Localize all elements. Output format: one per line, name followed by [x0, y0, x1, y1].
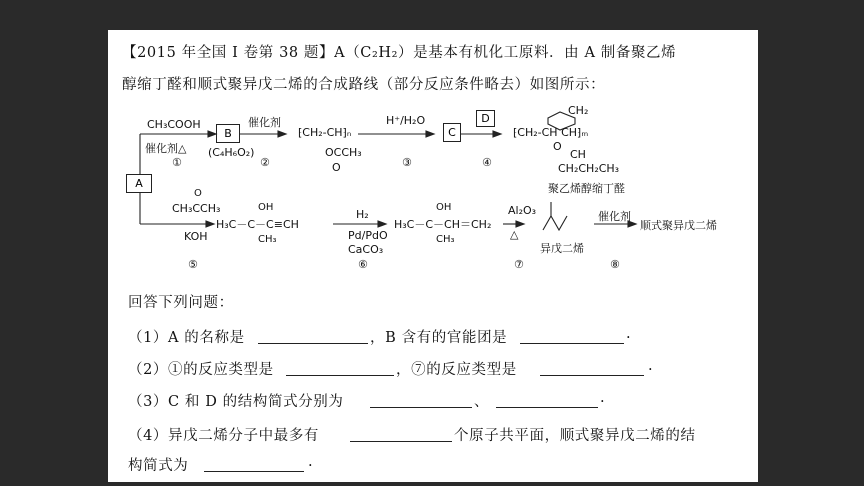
- r5-reagent: CH₃CCH₃: [172, 202, 221, 215]
- poly1-substituent: OCCH₃: [325, 146, 362, 159]
- pvb-tail: CH₂CH₂CH₃: [558, 162, 620, 175]
- box-compound-d: D: [476, 110, 495, 127]
- pvb-name: 聚乙烯醇缩丁醛: [548, 182, 625, 195]
- q1-blank-2[interactable]: [520, 343, 624, 344]
- alkene-ch3: CH₃: [436, 234, 455, 245]
- r3-reagent: H⁺/H₂O: [386, 114, 426, 127]
- scheme-lines: [108, 30, 758, 290]
- pvb-o: O: [553, 140, 562, 153]
- r2-number: ②: [260, 156, 270, 169]
- q2-end: .: [648, 358, 654, 374]
- r6-number: ⑥: [358, 258, 368, 271]
- q4-end: .: [308, 454, 314, 470]
- alkyne-formula: H₃C－C－C≡CH: [216, 218, 299, 231]
- r1-number: ①: [172, 156, 182, 169]
- q4-prefix: （4）异戊二烯分子中最多有: [128, 428, 320, 444]
- poly1-carbonyl-o: O: [332, 161, 341, 174]
- box-compound-b: B: [216, 124, 240, 143]
- q4-middle: 个原子共平面，顺式聚异戊二烯的结: [454, 428, 696, 444]
- r3-number: ③: [402, 156, 412, 169]
- questions-intro: 回答下列问题：: [128, 295, 234, 311]
- r7-reagent: Al₂O₃: [508, 204, 537, 217]
- q3-prefix: （3）C 和 D 的结构简式分别为: [128, 394, 344, 410]
- q4-blank-2[interactable]: [204, 471, 304, 472]
- r7-number: ⑦: [514, 258, 524, 271]
- r5-number: ⑤: [188, 258, 198, 271]
- alkyne-ch3: CH₃: [258, 234, 277, 245]
- q2-blank-2[interactable]: [540, 375, 644, 376]
- q1-blank-1[interactable]: [258, 343, 368, 344]
- q2-prefix: （2）①的反应类型是: [128, 362, 274, 378]
- final-product: 顺式聚异戊二烯: [640, 219, 717, 232]
- pvb-chain: ⁅CH₂-CH CH⁆ₘ: [513, 126, 589, 139]
- b-formula: (C₄H₆O₂): [208, 146, 255, 159]
- r1-reagent: CH₃COOH: [147, 118, 201, 131]
- problem-title-line2: 醇缩丁醛和顺式聚异戊二烯的合成路线（部分反应条件略去）如图所示：: [122, 77, 606, 93]
- r7-condition: △: [510, 228, 519, 241]
- r4-number: ④: [482, 156, 492, 169]
- pvb-ch2: CH₂: [568, 104, 589, 117]
- q1-middle: ，B 含有的官能团是: [370, 330, 508, 346]
- q1-prefix: （1）A 的名称是: [128, 330, 245, 346]
- r5-condition: KOH: [184, 230, 208, 243]
- alkene-oh: OH: [436, 202, 452, 213]
- r6-condition-2: CaCO₃: [348, 243, 384, 256]
- alkyne-oh: OH: [258, 202, 274, 213]
- r6-condition-1: Pd/PdO: [348, 229, 388, 242]
- q3-blank-2[interactable]: [496, 407, 598, 408]
- problem-title-line1: 【2015 年全国 I 卷第 38 题】A（C₂H₂）是基本有机化工原料．由 A 制备聚乙烯: [122, 45, 677, 61]
- q3-separator: 、: [474, 394, 490, 410]
- q1-end: .: [626, 326, 632, 342]
- box-compound-a: A: [126, 174, 152, 193]
- r8-reagent: 催化剂: [598, 210, 631, 223]
- r2-reagent: 催化剂: [248, 116, 281, 129]
- q2-middle: ，⑦的反应类型是: [396, 362, 517, 378]
- r1-condition: 催化剂△: [145, 142, 187, 155]
- q4-blank-1[interactable]: [350, 441, 452, 442]
- document-page: [108, 30, 758, 482]
- alkene-formula: H₃C－C－CH＝CH₂: [394, 218, 492, 231]
- r8-number: ⑧: [610, 258, 620, 271]
- pvb-ch: CH: [570, 148, 586, 161]
- r6-reagent: H₂: [356, 208, 369, 221]
- box-compound-c: C: [443, 123, 461, 142]
- q4-line2-prefix: 构简式为: [128, 458, 189, 474]
- q3-end: .: [600, 390, 606, 406]
- q3-blank-1[interactable]: [370, 407, 472, 408]
- poly1-chain: ⁅CH₂-CH⁆ₙ: [298, 126, 352, 139]
- isoprene-name: 异戊二烯: [540, 242, 584, 255]
- r5-carbonyl-o: O: [194, 188, 202, 199]
- q2-blank-1[interactable]: [286, 375, 394, 376]
